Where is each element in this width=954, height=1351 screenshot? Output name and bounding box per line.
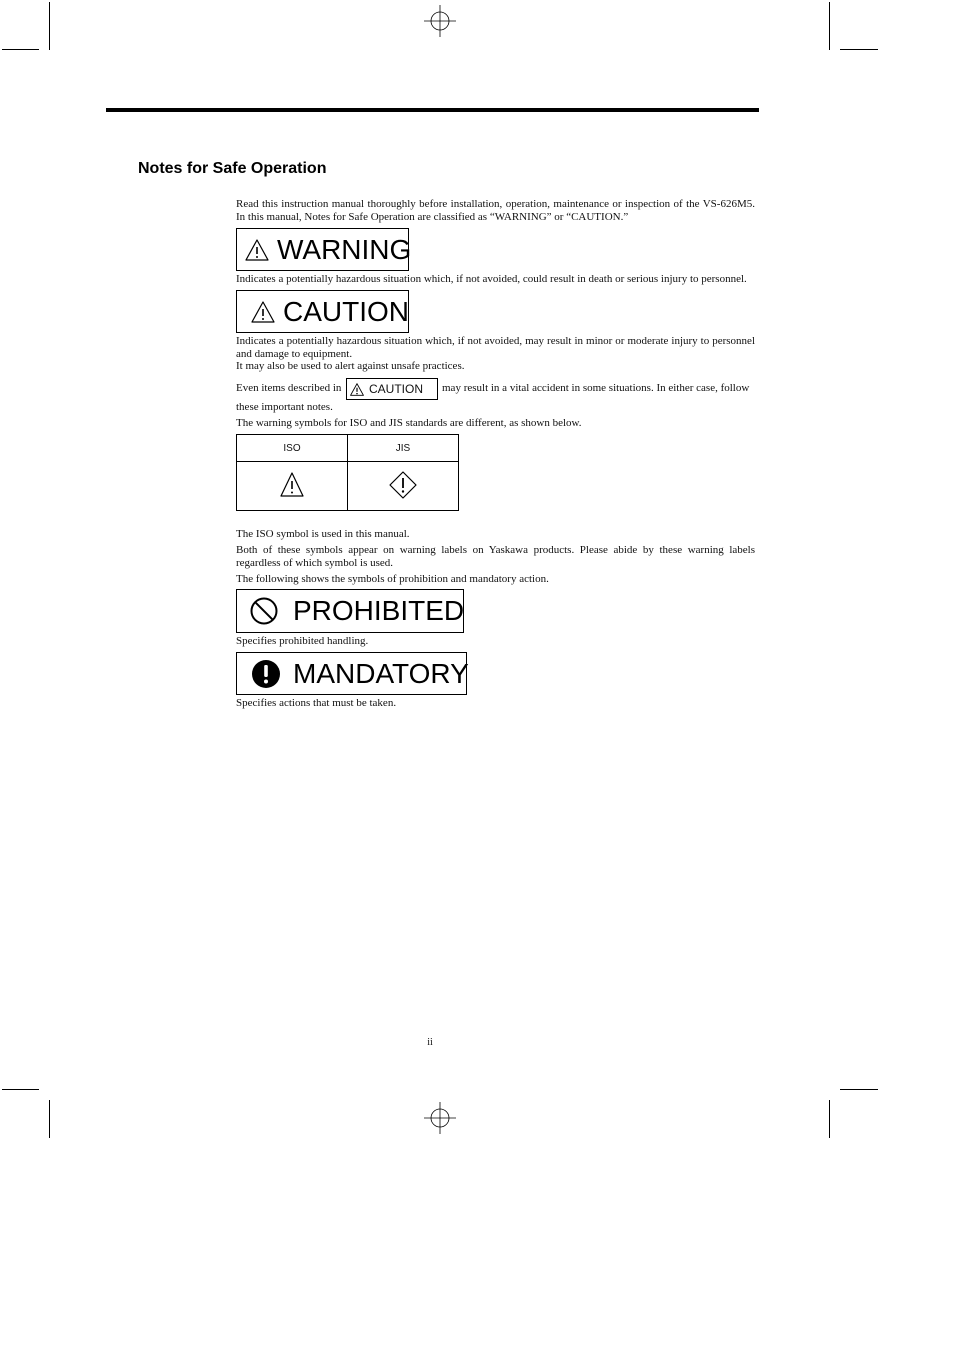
prohibited-description: Specifies prohibited handling.	[236, 635, 369, 647]
caution-description-note: It may also be used to alert against unsafe practices.	[236, 360, 465, 372]
caution-description: Indicates a potentially hazardous situation which, if not avoided, may result in minor or moderate injury to personnel and damage to equipment.	[236, 335, 755, 360]
prohibition-icon	[249, 596, 279, 626]
registration-mark-icon	[424, 1102, 456, 1134]
symbol-table	[236, 434, 459, 511]
caution-triangle-icon	[251, 301, 275, 323]
iso-symbol-cell	[237, 462, 348, 511]
even-items-continuation: these important notes.	[236, 401, 333, 413]
jis-header: JIS	[348, 435, 459, 462]
iso-header: ISO	[237, 435, 348, 462]
section-heading: Notes for Safe Operation	[138, 160, 327, 177]
following-note: The following shows the symbols of prohibition and mandatory action.	[236, 573, 549, 585]
symbols-intro: The warning symbols for ISO and JIS standards are different, as shown below.	[236, 417, 582, 429]
even-items-after: may result in a vital accident in some situations. In either case, follow	[442, 382, 750, 394]
jis-symbol-cell	[348, 462, 459, 511]
warning-triangle-icon	[245, 239, 269, 261]
registration-mark-icon	[424, 5, 456, 37]
page-number: ii	[427, 1037, 433, 1048]
prohibited-sign	[236, 589, 464, 633]
caution-triangle-icon	[350, 383, 364, 396]
mandatory-label: MANDATORY	[293, 657, 469, 689]
both-symbols-note: Both of these symbols appear on warning labels on Yaskawa products. Please abide by these warning labels regardless of which symbol is used.	[236, 544, 755, 569]
even-items-before: Even items described in	[236, 382, 342, 394]
iso-warning-triangle-icon	[280, 472, 304, 498]
jis-warning-diamond-icon	[388, 470, 418, 500]
warning-description: Indicates a potentially hazardous situation which, if not avoided, could result in death or serious injury to personnel.	[236, 273, 747, 285]
intro-paragraph: Read this instruction manual thoroughly before installation, operation, maintenance or inspection of the VS-626M5. In this manual, Notes for Safe Operation are classified as “WARNING” or “CAUTION.”	[236, 198, 755, 223]
mandatory-description: Specifies actions that must be taken.	[236, 697, 397, 709]
caution-sign	[236, 290, 409, 333]
prohibited-label: PROHIBITED	[293, 595, 465, 626]
mandatory-sign	[236, 652, 467, 695]
iso-note: The ISO symbol is used in this manual.	[236, 528, 410, 540]
warning-label: WARNING	[277, 233, 412, 265]
caution-label: CAUTION	[283, 295, 409, 327]
header-rule	[106, 108, 759, 112]
inline-caution-sign	[346, 378, 438, 400]
inline-caution-label: CAUTION	[369, 382, 423, 396]
warning-sign	[236, 228, 412, 271]
mandatory-action-icon	[251, 659, 281, 689]
